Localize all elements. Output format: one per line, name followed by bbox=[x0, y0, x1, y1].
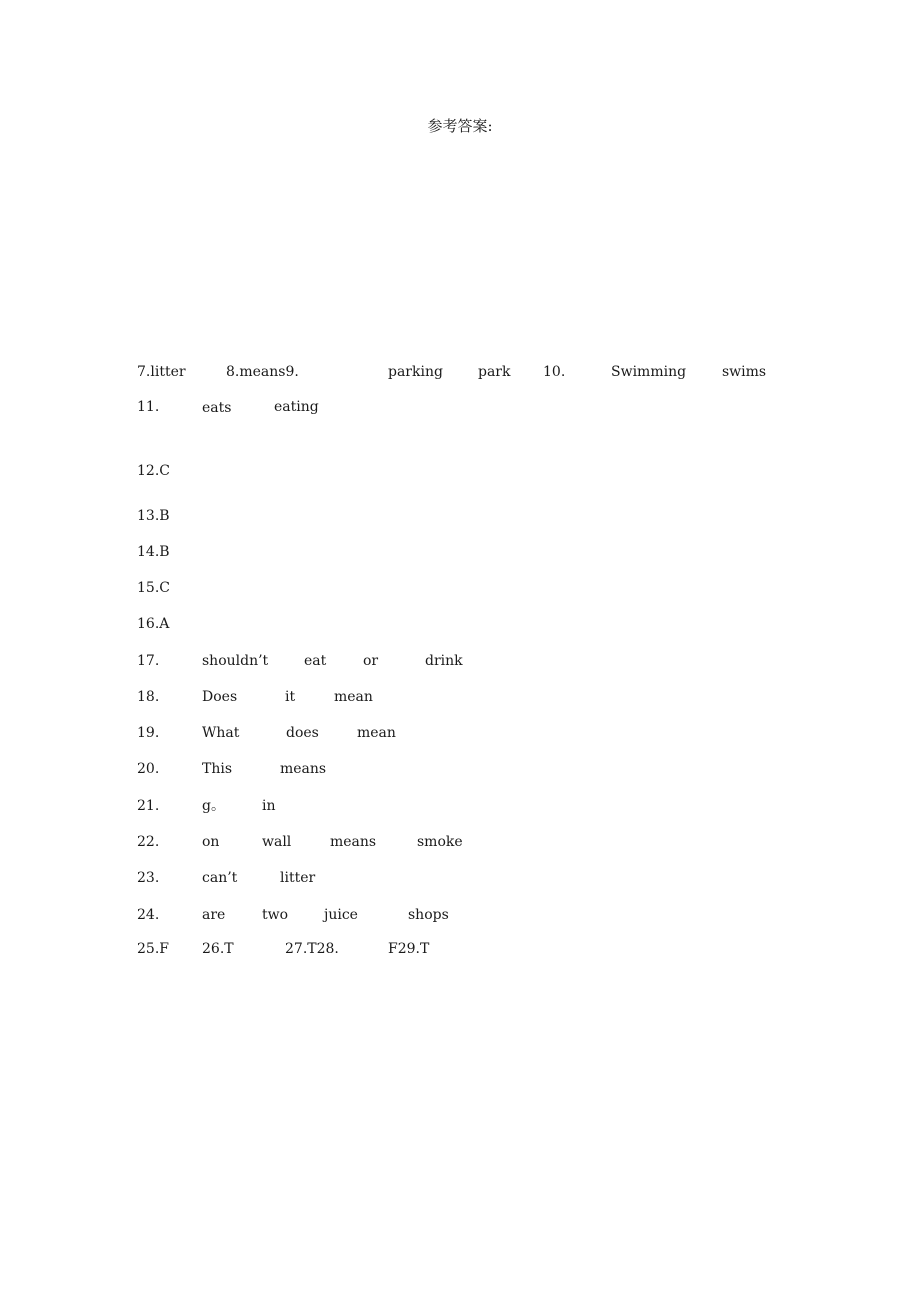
answer-24-word-1: are bbox=[202, 907, 226, 923]
answer-17-word-3: or bbox=[363, 653, 379, 669]
page-title: 参考答案: bbox=[427, 117, 493, 135]
answer-17-word-1: shouldn’t bbox=[202, 653, 269, 669]
answer-22-word-4: smoke bbox=[417, 834, 463, 850]
answer-24-word-4: shops bbox=[408, 907, 449, 923]
answer-17-word-2: eat bbox=[304, 653, 327, 669]
answer-20-word-2: means bbox=[280, 761, 327, 777]
answer-9-word-2: park bbox=[478, 364, 511, 380]
answer-18-word-2: it bbox=[285, 689, 296, 705]
answer-22-word-3: means bbox=[330, 834, 377, 850]
answer-20-word-1: This bbox=[202, 761, 233, 777]
answer-23-word-2: litter bbox=[280, 870, 316, 886]
answer-14: 14.B bbox=[137, 544, 170, 560]
answer-18-label: 18. bbox=[137, 689, 160, 705]
answer-17-word-4: drink bbox=[425, 653, 463, 669]
answer-22-label: 22. bbox=[137, 834, 160, 850]
answer-18-word-3: mean bbox=[334, 689, 373, 705]
answer-19-word-1: What bbox=[202, 725, 240, 741]
answer-21-word-2: in bbox=[262, 798, 276, 814]
answer-21-label: 21. bbox=[137, 798, 160, 814]
answer-24-word-2: two bbox=[262, 907, 289, 923]
answer-28-29: F29.T bbox=[388, 941, 430, 957]
answer-11-word-2: eating bbox=[274, 399, 319, 415]
answer-10-word-2: swims bbox=[722, 364, 767, 380]
answer-11-word-1: eats bbox=[202, 400, 232, 416]
answer-22-word-1: on bbox=[202, 834, 220, 850]
answer-16: 16.A bbox=[137, 616, 170, 632]
answer-17-label: 17. bbox=[137, 653, 160, 669]
answer-12: 12.C bbox=[137, 463, 170, 479]
answer-25: 25.F bbox=[137, 941, 169, 957]
answer-7: 7.litter bbox=[137, 364, 186, 380]
answer-11-label: 11. bbox=[137, 399, 160, 415]
answer-24-label: 24. bbox=[137, 907, 160, 923]
answer-22-word-2: wall bbox=[262, 834, 292, 850]
answer-19-word-3: mean bbox=[357, 725, 396, 741]
answer-10-word-1: Swimming bbox=[611, 364, 687, 380]
answer-13: 13.B bbox=[137, 508, 170, 524]
answer-26: 26.T bbox=[202, 941, 234, 957]
answer-21-word-1: g。 bbox=[202, 798, 225, 814]
answer-24-word-3: juice bbox=[324, 907, 358, 923]
answer-10-label: 10. bbox=[543, 364, 566, 380]
answer-9-word-1: parking bbox=[388, 364, 443, 380]
answer-20-label: 20. bbox=[137, 761, 160, 777]
answer-23-word-1: can’t bbox=[202, 870, 238, 886]
answer-8-9-label: 8.means9. bbox=[226, 364, 299, 380]
answer-27-28-label: 27.T28. bbox=[285, 941, 339, 957]
answer-23-label: 23. bbox=[137, 870, 160, 886]
answer-19-label: 19. bbox=[137, 725, 160, 741]
answer-19-word-2: does bbox=[286, 725, 319, 741]
answer-15: 15.C bbox=[137, 580, 170, 596]
answer-18-word-1: Does bbox=[202, 689, 238, 705]
